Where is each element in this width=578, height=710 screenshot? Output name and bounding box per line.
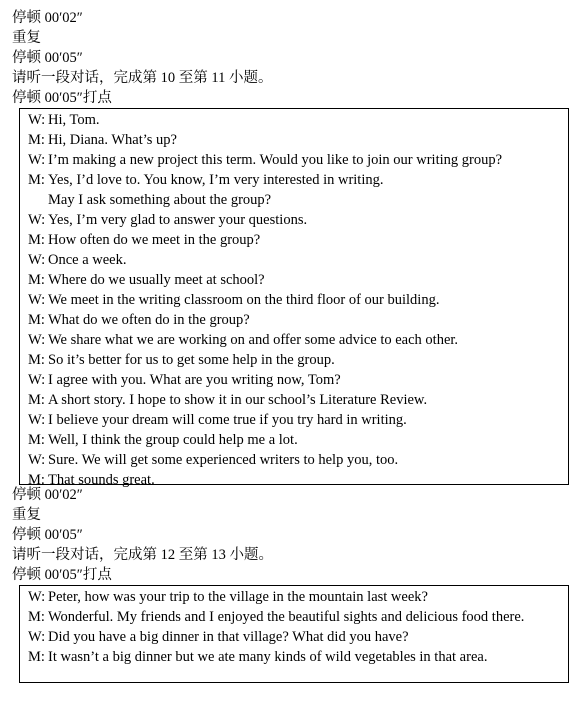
instruction-line: 停顿 00′05″打点 xyxy=(12,90,112,106)
speaker-label: W: xyxy=(28,372,46,388)
section2-instructions xyxy=(12,485,572,585)
speaker-label: W: xyxy=(28,292,46,308)
speaker-label: W: xyxy=(28,252,46,268)
dialogue-line xyxy=(20,350,568,370)
dialogue-line xyxy=(20,330,568,350)
instruction-line: 停顿 00′05″ xyxy=(12,50,83,66)
dialogue-line xyxy=(20,190,568,210)
section1-instructions xyxy=(12,8,572,108)
speaker-label: M: xyxy=(28,432,45,448)
instruction-line: 停顿 00′02″ xyxy=(12,487,83,503)
dialogue-text: A short story. I hope to show it in our school’s Literature Review. xyxy=(48,392,428,408)
speaker-label: M: xyxy=(28,609,45,625)
dialogue-line xyxy=(20,170,568,190)
dialogue-line xyxy=(20,607,568,627)
dialogue-text: Peter, how was your trip to the village in the mountain last week? xyxy=(48,589,428,605)
dialogue-line xyxy=(20,470,568,490)
dialogue-box-1 xyxy=(19,108,569,488)
speaker-label: M: xyxy=(28,232,45,248)
speaker-label: M: xyxy=(28,312,45,328)
speaker-label xyxy=(20,190,48,210)
speaker-label: M: xyxy=(28,172,45,188)
speaker-label: M: xyxy=(28,132,45,148)
dialogue-line xyxy=(20,450,568,470)
dialogue-text: May I ask something about the group? xyxy=(48,192,272,208)
speaker-label: W: xyxy=(28,152,46,168)
speaker-label: M: xyxy=(28,352,45,368)
dialogue-text: Wonderful. My friends and I enjoyed the beautiful sights and delicious food there. xyxy=(48,609,525,625)
dialogue-line xyxy=(20,210,568,230)
speaker-label: M: xyxy=(28,472,45,488)
dialogue-line xyxy=(20,587,568,607)
dialogue-text: It wasn’t a big dinner but we ate many kinds of wild vegetables in that area. xyxy=(48,649,488,665)
dialogue-line xyxy=(20,110,568,130)
dialogue-text: We share what we are working on and offer some advice to each other. xyxy=(48,332,459,348)
dialogue-line xyxy=(20,270,568,290)
dialogue-text: I’m making a new project this term. Would you like to join our writing group? xyxy=(48,152,503,168)
dialogue-line xyxy=(20,130,568,150)
instruction-line: 停顿 00′02″ xyxy=(12,10,83,26)
speaker-label: W: xyxy=(28,629,46,645)
dialogue-text: That sounds great. xyxy=(48,472,155,488)
speaker-label: M: xyxy=(28,392,45,408)
instruction-line: 重复 xyxy=(12,507,41,523)
dialogue-text: Hi, Diana. What’s up? xyxy=(48,132,177,148)
speaker-label: W: xyxy=(28,412,46,428)
speaker-label: W: xyxy=(28,332,46,348)
dialogue-box-2 xyxy=(19,585,569,683)
dialogue-line xyxy=(20,250,568,270)
dialogue-text: I believe your dream will come true if you try hard in writing. xyxy=(48,412,407,428)
dialogue-line xyxy=(20,290,568,310)
dialogue-text: Once a week. xyxy=(48,252,127,268)
speaker-label: M: xyxy=(28,272,45,288)
dialogue-line xyxy=(20,370,568,390)
dialogue-line xyxy=(20,627,568,647)
transcript-page xyxy=(12,8,572,683)
dialogue-text: Where do we usually meet at school? xyxy=(48,272,265,288)
dialogue-line xyxy=(20,647,568,667)
speaker-label: M: xyxy=(28,649,45,665)
speaker-label: W: xyxy=(28,112,46,128)
dialogue-line xyxy=(20,310,568,330)
speaker-label: W: xyxy=(28,589,46,605)
dialogue-line xyxy=(20,390,568,410)
dialogue-text: How often do we meet in the group? xyxy=(48,232,261,248)
dialogue-line xyxy=(20,150,568,170)
dialogue-text: What do we often do in the group? xyxy=(48,312,250,328)
dialogue-text: Well, I think the group could help me a lot. xyxy=(48,432,298,448)
dialogue-text: Hi, Tom. xyxy=(48,112,100,128)
instruction-line: 停顿 00′05″打点 xyxy=(12,567,112,583)
dialogue-line xyxy=(20,410,568,430)
dialogue-text: Yes, I’m very glad to answer your questions. xyxy=(48,212,308,228)
speaker-label: W: xyxy=(28,452,46,468)
dialogue-text: So it’s better for us to get some help in the group. xyxy=(48,352,335,368)
dialogue-line xyxy=(20,430,568,450)
dialogue-text: Sure. We will get some experienced writers to help you, too. xyxy=(48,452,399,468)
dialogue-text: Yes, I’d love to. You know, I’m very interested in writing. xyxy=(48,172,384,188)
instruction-line: 请听一段对话，完成第 12 至第 13 小题。 xyxy=(12,547,273,563)
dialogue-text: We meet in the writing classroom on the third floor of our building. xyxy=(48,292,440,308)
instruction-line: 重复 xyxy=(12,30,41,46)
dialogue-text: Did you have a big dinner in that village? What did you have? xyxy=(48,629,409,645)
speaker-label: W: xyxy=(28,212,46,228)
instruction-line: 停顿 00′05″ xyxy=(12,527,83,543)
dialogue-text: I agree with you. What are you writing now, Tom? xyxy=(48,372,341,388)
dialogue-line xyxy=(20,230,568,250)
instruction-line: 请听一段对话，完成第 10 至第 11 小题。 xyxy=(12,70,273,86)
